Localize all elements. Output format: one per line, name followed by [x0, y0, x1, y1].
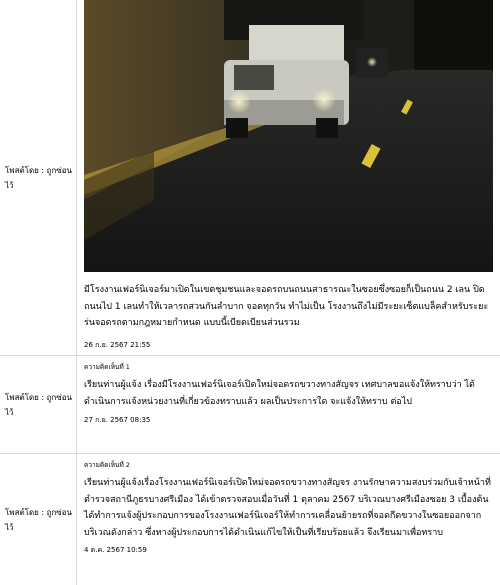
comment-label: ความคิดเห็นที่ 1: [84, 363, 130, 371]
post-content: [77, 0, 500, 355]
street-photo-image: [84, 0, 493, 272]
post-body-text: มีโรงงานเฟอร์นิเจอร์มาเปิดในเขตชุมชนและจอดรถบนถนนสาธารณะในซอยซึ่งซอยก็เป็นถนน 2 เลน ปิดถนนไป 1 เลนทำให้เวลารถสวนกันลำบาก จอดทุกวัน ทำไม่เป็น โรงงานถึงไม่มีระยะเซ็ตแบล็คสำหรับระยะร่นจอดรถตามกฎหมายกำหนด แบบนี้เบียดเบียนส่วนรวม: [84, 285, 489, 328]
post-photo[interactable]: [84, 0, 493, 272]
comment-timestamp: 4 ต.ค. 2567 10:59: [84, 546, 147, 554]
comment-text: เรียนท่านผู้แจ้งเรื่องโรงงานเฟอร์นิเจอร์เปิดใหม่จอดรถขวางทางสัญจร งานรักษาความสงบร่วมกับเจ้าหน้าที่ตำรวจสถานีภูธรบางศรีเมือง ได้เข้าตรวจสอบเมื่อวันที่ 1 ตุลาคม 2567 บริเวณบางศรีเมืองซอย 3 เบื้องต้นได้ทำการแจ้งผู้ประกอบการของโรงงานเฟอร์นิเจอร์ให้ทำการเคลื่อนย้ายรถที่จอดกีดขวางในซอยออกจากบริเวณดังกล่าว ซึ่งทางผู้ประกอบการได้ดำเนินแก้ไขให้เป็นที่เรียบร้อยแล้ว จึงเรียนมาเพื่อทราบ: [84, 478, 491, 538]
comment-text: เรียนท่านผู้แจ้ง เรื่องมีโรงงานเฟอร์นิเจอร์เปิดใหม่จอดรถขวางทางสัญจร เทศบาลขอแจ้งให้ทราบว่า ได้ดำเนินการแจ้งหน่วยงานที่เกี่ยวข้องทราบแล้ว ผลเป็นประการใด จะแจ้งให้ทราบ ต่อไป: [84, 380, 475, 407]
poster-cell: [0, 454, 77, 585]
comment-label: ความคิดเห็นที่ 2: [84, 461, 130, 469]
comment-1: [0, 356, 500, 454]
poster-label: โพสต์โดย : ถูกซ่อนไว้: [5, 165, 72, 190]
comment-timestamp: 27 ก.ย. 2567 08:35: [84, 416, 151, 424]
poster-cell: [0, 356, 77, 453]
poster-label: โพสต์โดย : ถูกซ่อนไว้: [5, 507, 72, 532]
poster-label: โพสต์โดย : ถูกซ่อนไว้: [5, 392, 72, 417]
comment-content: [77, 454, 500, 585]
comment-2: [0, 454, 500, 585]
poster-cell: [0, 0, 77, 355]
post-timestamp: 26 ก.ย. 2567 21:55: [84, 340, 151, 349]
comment-content: [77, 356, 500, 453]
